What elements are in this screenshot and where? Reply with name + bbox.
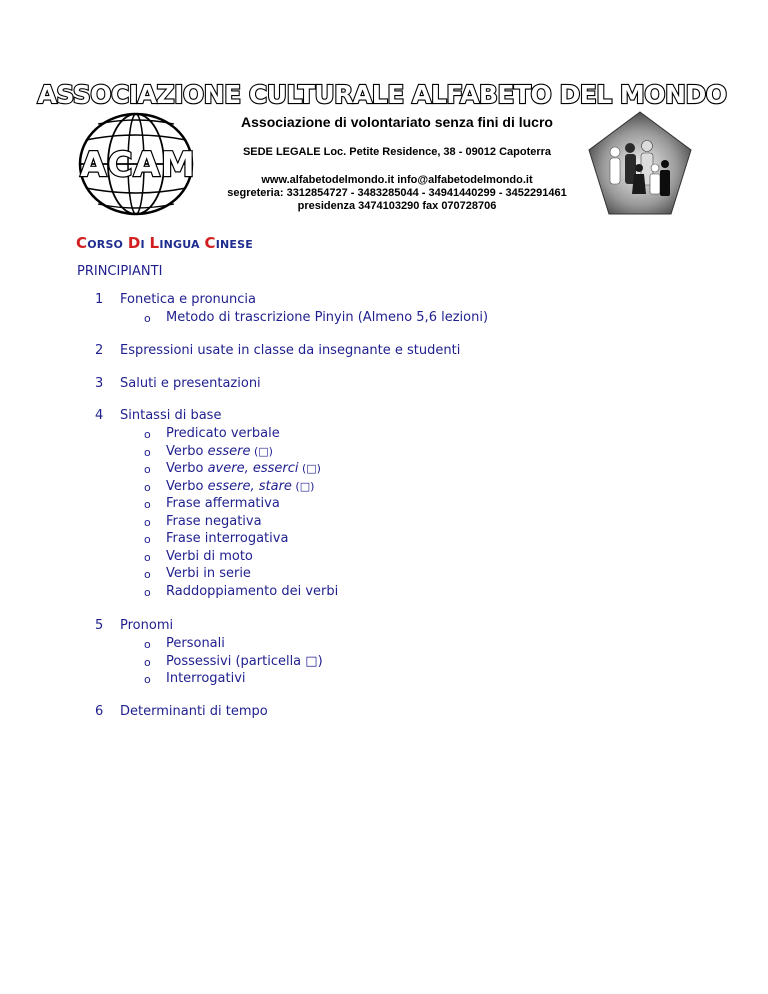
list-item-italic: essere — [207, 444, 251, 459]
topic-number: 2 — [95, 343, 104, 358]
course-title-word: ORSO — [87, 238, 124, 251]
topic-title: Determinanti di tempo — [120, 704, 268, 719]
topic-title: Espressioni usate in classe da insegnante e studenti — [120, 343, 461, 358]
course-title-initial: C — [76, 234, 88, 252]
bullet-marker: o — [144, 516, 151, 529]
bullet-marker: o — [144, 428, 151, 441]
bullet-marker: o — [144, 656, 151, 669]
list-item-text: Verbo — [166, 479, 208, 494]
course-title-initial: C — [204, 234, 216, 252]
header-info — [218, 114, 576, 213]
list-item — [166, 444, 273, 459]
course-title-initial: D — [127, 234, 141, 252]
course-title-word: I — [140, 238, 145, 251]
list-item-text: (□) — [250, 445, 273, 458]
list-item: Frase affermativa — [166, 496, 280, 511]
list-item-italic: essere, stare — [207, 479, 292, 494]
web-email: www.alfabetodelmondo.it info@alfabetodelmondo.it — [261, 174, 533, 186]
list-item — [166, 461, 321, 476]
list-item: Metodo di trascrizione Pinyin (Almeno 5,6 lezioni) — [166, 310, 489, 325]
list-item: Raddoppiamento dei verbi — [166, 584, 339, 599]
list-item: Interrogativi — [166, 671, 246, 686]
list-item-text: Verbo — [166, 461, 208, 476]
list-item: Verbi in serie — [166, 566, 251, 581]
bullet-marker: o — [144, 551, 151, 564]
course-title-word: INESE — [215, 238, 253, 251]
topic-number: 5 — [95, 618, 104, 633]
topic-title: Pronomi — [120, 618, 174, 633]
course-title-initial: L — [149, 234, 160, 252]
bullet-marker: o — [144, 481, 151, 494]
course-title — [76, 234, 253, 252]
bullet-marker: o — [144, 673, 151, 686]
list-item: Possessivi (particella □) — [166, 654, 323, 669]
bullet-marker: o — [144, 312, 151, 325]
topic-number: 4 — [95, 408, 104, 423]
bullet-marker: o — [144, 638, 151, 651]
association-subtitle: Associazione di volontariato senza fini di lucro — [241, 114, 553, 130]
course-title-word: INGUA — [159, 238, 200, 251]
bullet-marker: o — [144, 586, 151, 599]
list-item: Personali — [166, 636, 225, 651]
family-pentagon-logo — [585, 108, 695, 218]
bullet-marker: o — [144, 568, 151, 581]
topic-number: 6 — [95, 704, 104, 719]
list-item: Frase interrogativa — [166, 531, 289, 546]
legal-seat: SEDE LEGALE Loc. Petite Residence, 38 - 09012 Capoterra — [242, 146, 552, 158]
bullet-marker: o — [144, 446, 151, 459]
topic-title: Fonetica e pronuncia — [120, 292, 256, 307]
topic-number: 1 — [95, 292, 104, 307]
list-item-text: Verbo — [166, 444, 208, 459]
presidency-phone-fax: presidenza 3474103290 fax 070728706 — [297, 200, 497, 212]
list-item-italic: avere, esserci — [207, 461, 299, 476]
topic-title: Sintassi di base — [120, 408, 222, 423]
topic-title: Saluti e presentazioni — [120, 376, 261, 391]
association-title-banner — [37, 76, 727, 110]
bullet-marker: o — [144, 498, 151, 511]
acam-globe-logo — [70, 108, 208, 218]
list-item-text: (□) — [298, 462, 321, 475]
level-heading: PRINCIPIANTI — [77, 264, 163, 279]
list-item: Predicato verbale — [166, 426, 280, 441]
association-name: ASSOCIAZIONE CULTURALE ALFABETO DEL MONDO — [37, 80, 727, 109]
topic-number: 3 — [95, 376, 104, 391]
bullet-marker: o — [144, 533, 151, 546]
secretariat-phones: segreteria: 3312854727 - 3483285044 - 34941440299 - 3452291461 — [227, 187, 567, 199]
logo-text: ACAM — [80, 145, 196, 185]
list-item: Verbi di moto — [166, 549, 253, 564]
bullet-marker: o — [144, 463, 151, 476]
list-item — [166, 479, 314, 494]
list-item-text: (□) — [291, 480, 315, 493]
list-item: Frase negativa — [166, 514, 262, 529]
